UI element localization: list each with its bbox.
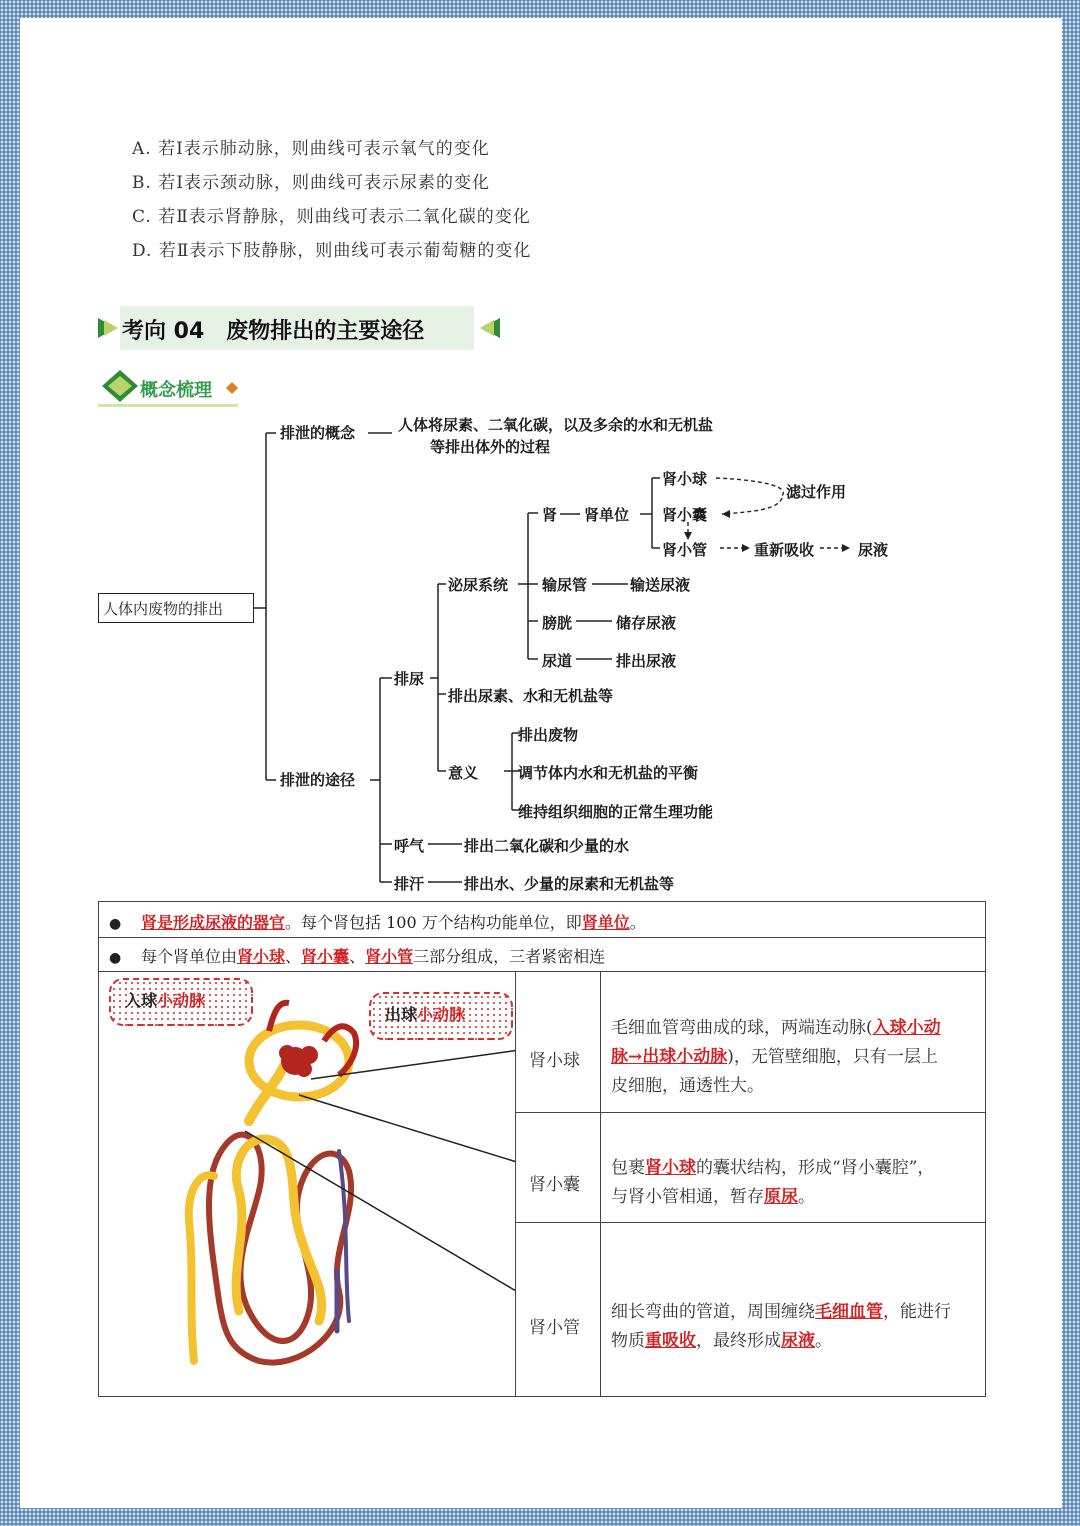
meaning-label: 意义 [448,764,479,782]
option-b[interactable]: B. 若Ⅰ表示颈动脉，则曲线可表示尿素的变化 [132,173,491,193]
row-desc-tubule: 细长弯曲的管道，周围缠绕毛细血管，能进行 物质重吸收，最终形成尿液。 [611,1302,951,1351]
nephron-info-box [98,901,986,1397]
urine-out-label: 尿液 [858,541,889,559]
page [20,18,1062,1508]
concept-def-2: 等排出体外的过程 [430,438,551,456]
sweat-label: 排汗 [394,875,425,893]
concept-title: 概念梳理 [140,380,212,401]
row-label-glomerulus: 肾小球 [529,1051,580,1071]
reabsorb-label: 重新吸收 [754,541,815,559]
option-c[interactable]: C. 若Ⅱ表示肾静脉，则曲线可表示二氧化碳的变化 [132,207,531,227]
glomerulus-label: 肾小球 [662,470,708,488]
urinary-system-label: 泌尿系统 [448,576,509,594]
row-label-tubule: 肾小管 [529,1318,580,1338]
kidney-label: 肾 [542,506,558,524]
bladder-label: 膀胱 [542,614,573,632]
option-a[interactable]: A. 若Ⅰ表示肺动脉，则曲线可表示氧气的变化 [132,139,490,159]
meaning-3: 维持组织细胞的正常生理功能 [518,803,714,821]
urethra-fn: 排出尿液 [616,652,677,670]
meaning-1: 排出废物 [518,726,579,744]
exhale-fn: 排出二氧化碳和少量的水 [464,837,630,855]
efferent-arteriole-callout: 出球小动脉 [369,992,513,1040]
tree-root: 人体内废物的排出 [98,593,254,623]
concept-label: 排泄的概念 [280,424,356,442]
sweat-fn: 排出水、少量的尿素和无机盐等 [464,875,675,893]
section-title: 考向 04 废物排出的主要途径 [122,319,425,344]
urine-label: 排尿 [394,670,425,688]
row-desc-capsule: 包裹肾小球的囊状结构，形成“肾小囊腔”， 与肾小管相通，暂存原尿。 [611,1158,935,1207]
bullet-1: ● 肾是形成尿液的器官。每个肾包括 100 万个结构功能单位，即肾单位。 [109,913,646,932]
tubule-label: 肾小管 [662,541,708,559]
ureter-label: 输尿管 [542,576,588,594]
ureter-fn: 输送尿液 [630,576,691,594]
bladder-fn: 储存尿液 [616,614,677,632]
route-label: 排泄的途径 [280,771,356,789]
filtration-label: 滤过作用 [786,483,847,501]
urethra-label: 尿道 [542,652,573,670]
bullet-2: ● 每个肾单位由肾小球、肾小囊、肾小管三部分组成，三者紧密相连 [109,947,606,966]
capsule-label: 肾小囊 [662,506,708,524]
row-desc-glomerulus: 毛细血管弯曲成的球，两端连动脉(入球小动 脉→出球小动脉)，无管壁细胞，只有一层上 皮细胞，通透性大。 [611,1018,941,1096]
option-d[interactable]: D. 若Ⅱ表示下肢静脉，则曲线可表示葡萄糖的变化 [132,241,532,261]
meaning-2: 调节体内水和无机盐的平衡 [518,764,699,782]
nephron-label: 肾单位 [584,506,630,524]
row-label-capsule: 肾小囊 [529,1175,580,1195]
afferent-arteriole-callout: 入球小动脉 [109,978,253,1026]
urine-excrete: 排出尿素、水和无机盐等 [448,687,614,705]
concept-def-1: 人体将尿素、二氧化碳，以及多余的水和无机盐 [398,416,714,434]
exhale-label: 呼气 [394,837,425,855]
